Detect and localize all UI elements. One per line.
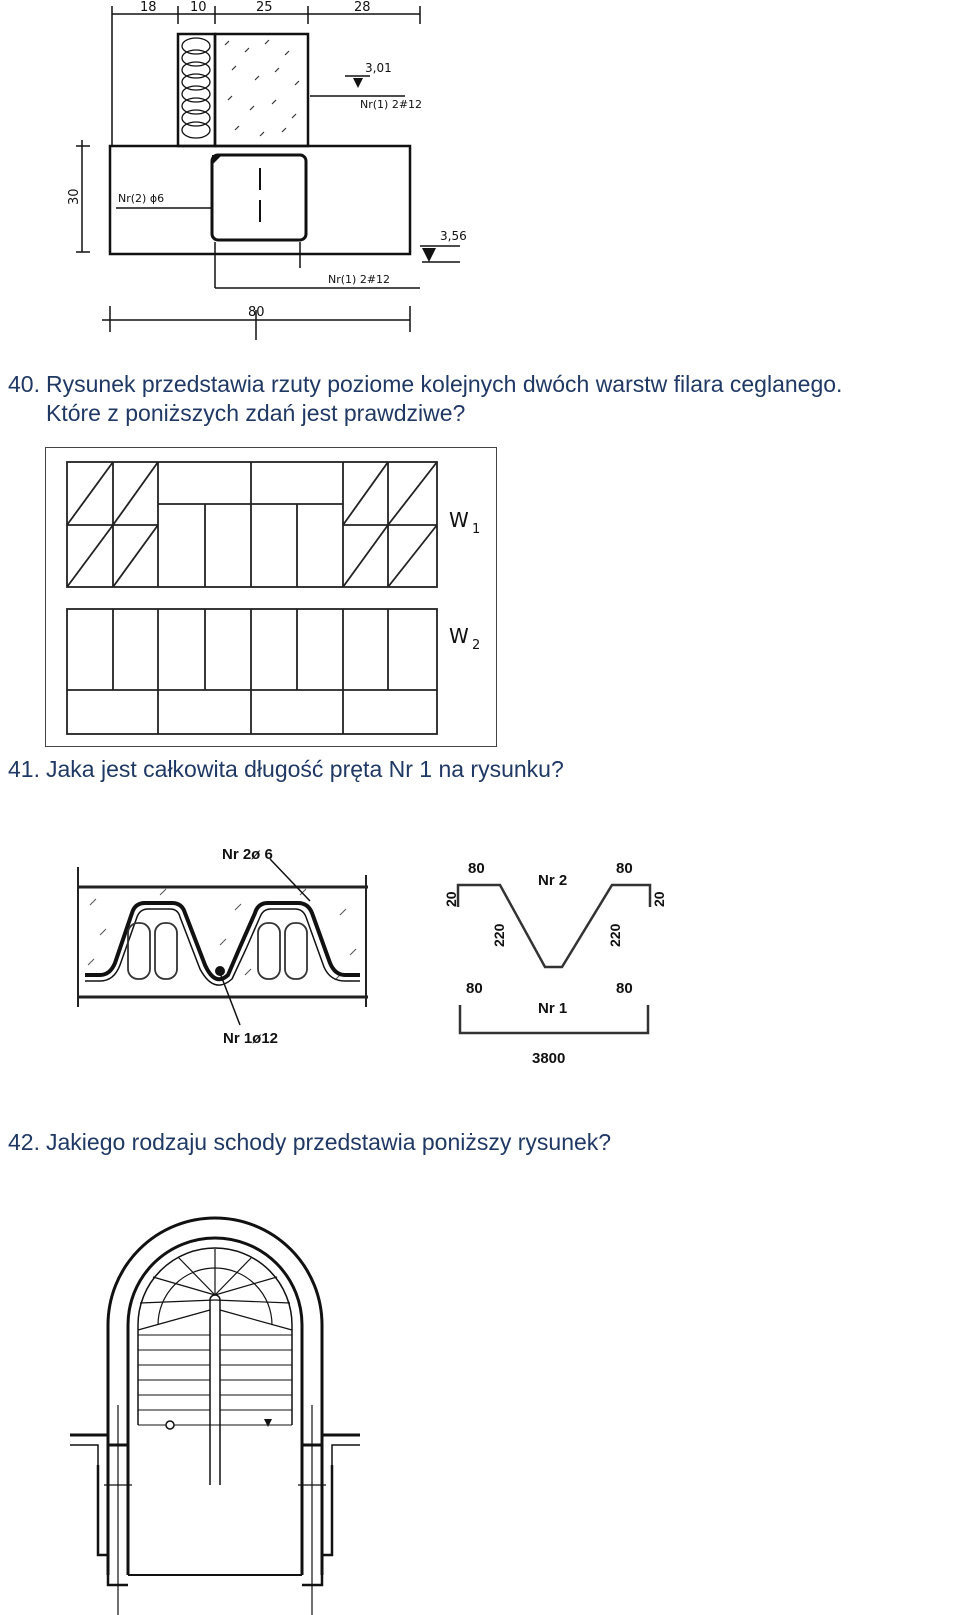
nr2-schedule-title: Nr 2 bbox=[538, 872, 568, 889]
question-40-line2: Które z poniższych zdań jest prawdziwe? bbox=[46, 400, 466, 426]
nr1-bottom-label: Nr(1) 2#12 bbox=[328, 273, 391, 286]
nr1-length-dim: 3800 bbox=[532, 1050, 566, 1067]
question-40 bbox=[8, 370, 842, 428]
question-42-number: 42. bbox=[8, 1129, 40, 1155]
nr1-phi12-label: Nr 1ø12 bbox=[223, 1030, 279, 1047]
dim-18: 18 bbox=[140, 0, 157, 15]
question-42-line1: Jakiego rodzaju schody przedstawia poniższy rysunek? bbox=[46, 1129, 612, 1155]
nr2-phi6-label: Nr 2ø 6 bbox=[222, 846, 273, 863]
nr1-right-dim: 80 bbox=[616, 980, 633, 997]
question-42 bbox=[8, 1128, 611, 1157]
nr2-right-top-dim: 80 bbox=[616, 860, 633, 877]
layer-w1-label: W bbox=[449, 508, 469, 532]
layer-w1-subscript: 1 bbox=[472, 522, 481, 537]
masonry-layers-drawing bbox=[45, 447, 497, 747]
dim-10: 10 bbox=[190, 0, 207, 15]
pier-section-drawing bbox=[60, 0, 480, 345]
nr1-top-label: Nr(1) 2#12 bbox=[360, 98, 423, 111]
nr2-left-diag-dim: 220 bbox=[491, 923, 507, 947]
question-40-line1: Rysunek przedstawia rzuty poziome kolejnych dwóch warstw filara ceglanego. bbox=[46, 371, 843, 397]
nr2-left-side-dim: 20 bbox=[443, 891, 459, 907]
dim-30: 30 bbox=[67, 188, 82, 205]
dim-28: 28 bbox=[354, 0, 371, 15]
question-41 bbox=[8, 755, 564, 784]
level-bottom-label: 3,56 bbox=[440, 229, 467, 243]
level-top-label: 3,01 bbox=[365, 61, 392, 75]
layer-w2-label: W bbox=[449, 624, 469, 648]
rebar-drawing bbox=[60, 835, 680, 1075]
question-41-line1: Jaka jest całkowita długość pręta Nr 1 na rysunku? bbox=[46, 756, 564, 782]
nr1-left-dim: 80 bbox=[466, 980, 483, 997]
nr1-schedule-title: Nr 1 bbox=[538, 1000, 568, 1017]
question-41-number: 41. bbox=[8, 756, 40, 782]
question-40-number: 40. bbox=[8, 371, 40, 397]
nr2-label: Nr(2) ϕ6 bbox=[118, 192, 165, 205]
layer-w2-subscript: 2 bbox=[472, 638, 481, 653]
dim-25: 25 bbox=[256, 0, 273, 15]
nr2-left-top-dim: 80 bbox=[468, 860, 485, 877]
nr2-right-diag-dim: 220 bbox=[607, 923, 623, 947]
nr2-right-side-dim: 20 bbox=[651, 891, 667, 907]
dim-80: 80 bbox=[248, 305, 265, 320]
staircase-plan-drawing bbox=[60, 1175, 380, 1615]
